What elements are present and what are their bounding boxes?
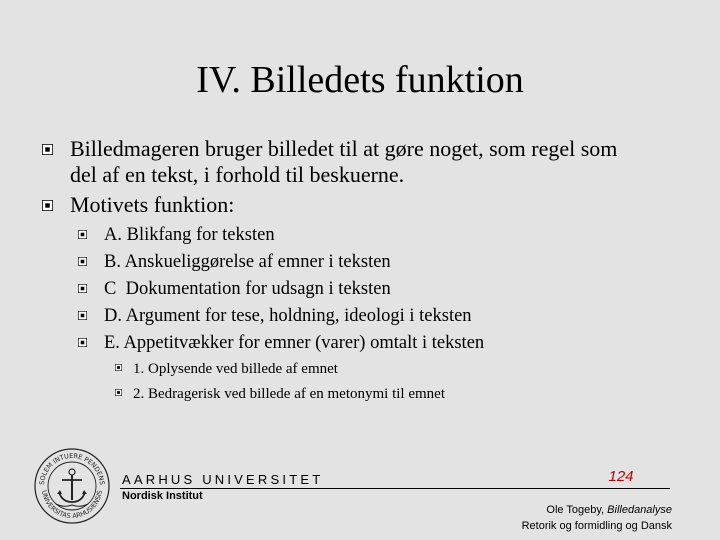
svg-text:SOLEM INTUERE PENDENS: SOLEM INTUERE PENDENS <box>37 451 107 486</box>
square-bullet-icon <box>115 389 122 396</box>
bullet-text-line: Billedmageren bruger billedet til at gøre noget, som regel som <box>70 136 618 161</box>
department-name: Retorik og formidling og Dansk <box>521 520 672 532</box>
sub-bullet-item <box>104 331 664 355</box>
university-name: AARHUS UNIVERSITET <box>122 472 324 487</box>
square-bullet-icon <box>78 284 87 293</box>
sub-sub-bullet-item <box>133 359 653 379</box>
sub-bullet-item <box>104 250 664 274</box>
svg-text:UNIVERSITAS ARHUSIENSIS: UNIVERSITAS ARHUSIENSIS <box>40 489 104 521</box>
square-bullet-icon <box>78 230 87 239</box>
square-bullet-icon <box>78 311 87 320</box>
sub-bullet-item <box>104 223 664 247</box>
author-name: Ole Togeby, <box>546 504 608 516</box>
sub-bullet-item <box>104 304 664 328</box>
sub-bullet-item <box>104 277 664 301</box>
page-number: 124 <box>608 468 634 485</box>
footer-divider <box>120 488 670 489</box>
bullet-text-line: Motivets funktion: <box>70 192 235 217</box>
sub-bullet-text: A. Blikfang for teksten <box>104 225 275 245</box>
square-bullet-icon <box>42 144 53 155</box>
bullet-item <box>70 136 680 188</box>
aarhus-university-seal-icon <box>32 446 112 526</box>
sub-sub-bullet-text: 1. Oplysende ved billede af emnet <box>133 361 338 377</box>
bullet-text-line: del af en tekst, i forhold til beskuerne. <box>70 162 405 187</box>
sub-bullet-text: C Dokumentation for udsagn i teksten <box>104 279 391 299</box>
bullet-item <box>70 192 680 218</box>
slide-title: IV. Billedets funktion <box>196 59 524 101</box>
sub-bullet-text: E. Appetitvækker for emner (varer) omtalt i teksten <box>104 333 485 353</box>
author-credit <box>432 504 672 516</box>
sub-sub-bullet-text: 2. Bedragerisk ved billede af en metonymi til emnet <box>133 386 445 402</box>
institute-name: Nordisk Institut <box>122 490 203 502</box>
course-title: Billedanalyse <box>607 504 672 516</box>
square-bullet-icon <box>78 257 87 266</box>
square-bullet-icon <box>78 338 87 347</box>
sub-sub-bullet-item <box>133 384 653 404</box>
sub-bullet-text: B. Anskueliggørelse af emner i teksten <box>104 252 391 272</box>
square-bullet-icon <box>42 200 53 211</box>
square-bullet-icon <box>115 364 122 371</box>
sub-bullet-text: D. Argument for tese, holdning, ideologi i teksten <box>104 306 472 326</box>
